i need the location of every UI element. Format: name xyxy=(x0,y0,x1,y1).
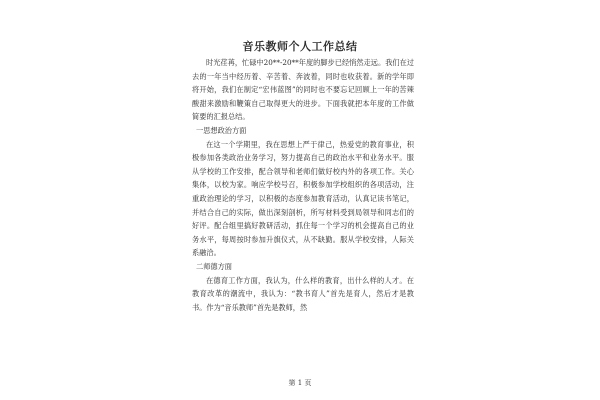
section-heading-ethics: 二师德方面 xyxy=(196,261,232,271)
document-body xyxy=(192,56,414,314)
section-paragraph-ethics: 在德育工作方面，我认为，什么样的教育，出什么样的人才。在教育改革的潮流中，我认为：“教书育人”首先是育人，然后才是教书。作为“音乐教师”首先是教师，然 xyxy=(192,275,414,312)
section-heading-politics: 一思想政治方面 xyxy=(196,125,247,135)
page-number: 第 1 页 xyxy=(288,379,312,387)
intro-paragraph: 时光荏苒，忙碌中20**-20**年度的脚步已经悄然走远。我们在过去的一年当中经历着、辛苦着、奔波着，同时也收获着。新的学年即将开始，我们在制定“宏伟蓝图”的同时也不要忘记回顾上一年的苦辣酸甜来激励和鞭策自己取得更大的进步。下面我就把本年度的工作做简要的汇报总结。 xyxy=(192,58,414,122)
section-paragraph-politics: 在这一个学期里，我在思想上严于律己，热爱党的教育事业，积极参加各类政治业务学习，努力提高自己的政治水平和业务水平。服从学校的工作安排，配合领导和老师们做好校内外的各项工作。关心集体，以校为家。响应学校号召，积极参加学校组织的各项活动，注重政治理论的学习，以积极的态度参加教育活动，认真记读书笔记，并结合自己的实际，做出深刻剖析，所写材料受到局领导和同志们的好评。配合组里搞好教研活动，抓住每一个学习的机会提高自己的业务水平，每周按时参加升旗仪式，从不缺勤。服从学校安排，人际关系融洽。 xyxy=(192,139,414,258)
document-title: 音乐教师个人工作总结 xyxy=(242,40,358,53)
